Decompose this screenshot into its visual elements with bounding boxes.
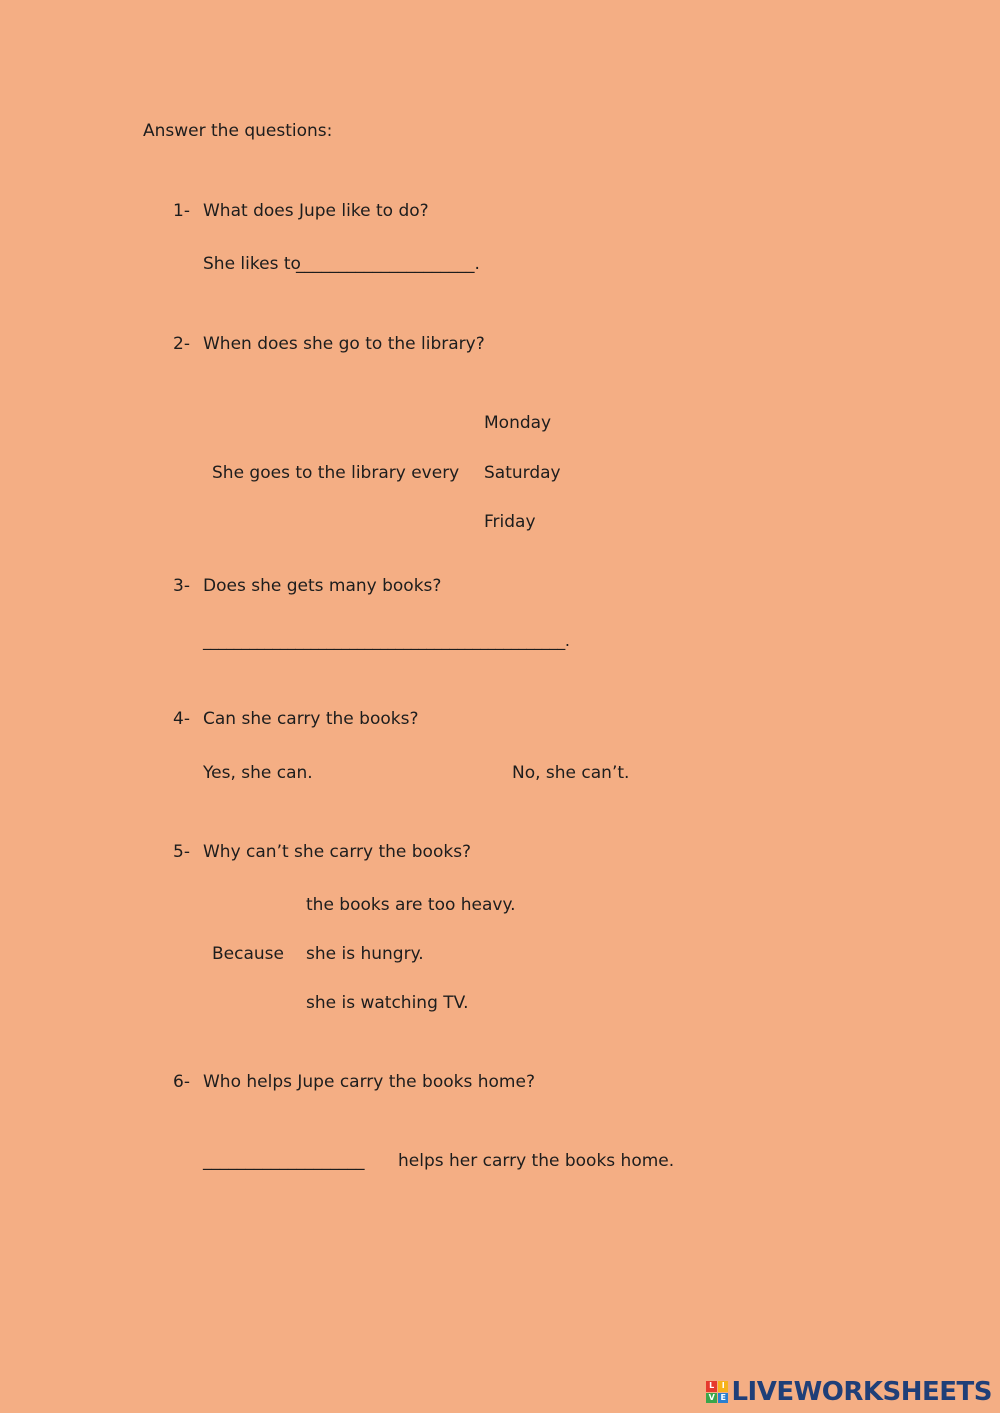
option-saturday[interactable]: Saturday	[484, 463, 561, 483]
option-friday[interactable]: Friday	[484, 512, 536, 532]
question-6-text: Who helps Jupe carry the books home?	[203, 1072, 535, 1092]
answer-2-stem: She goes to the library every	[212, 463, 460, 483]
option-watching-tv[interactable]: she is watching TV.	[306, 993, 469, 1013]
question-5-text: Why can’t she carry the books?	[203, 842, 472, 862]
logo-letter: I	[718, 1381, 729, 1392]
logo-text: LIVEWORKSHEETS	[731, 1377, 992, 1407]
question-3-number: 3-	[173, 576, 190, 596]
logo-letter: V	[706, 1393, 717, 1404]
instruction: Answer the questions:	[143, 121, 333, 141]
question-3-text: Does she gets many books?	[203, 576, 442, 596]
option-monday[interactable]: Monday	[484, 413, 552, 433]
answer-1-blank[interactable]: _____________________.	[296, 254, 480, 274]
question-1-text: What does Jupe like to do?	[203, 201, 429, 221]
logo-letter: E	[718, 1393, 729, 1404]
answer-6-blank[interactable]: ___________________	[203, 1151, 365, 1171]
logo-mark-icon	[706, 1381, 728, 1403]
option-no-she-cant[interactable]: No, she can’t.	[512, 763, 630, 783]
question-1-number: 1-	[173, 201, 190, 221]
option-she-is-hungry[interactable]: she is hungry.	[306, 944, 424, 964]
option-yes-she-can[interactable]: Yes, she can.	[203, 763, 313, 783]
option-books-too-heavy[interactable]: the books are too heavy.	[306, 895, 516, 915]
question-4-number: 4-	[173, 709, 190, 729]
liveworksheets-logo	[706, 1377, 992, 1407]
answer-5-stem: Because	[212, 944, 284, 964]
question-6-number: 6-	[173, 1072, 190, 1092]
question-2-text: When does she go to the library?	[203, 334, 485, 354]
question-5-number: 5-	[173, 842, 190, 862]
logo-letter: L	[706, 1381, 717, 1392]
question-2-number: 2-	[173, 334, 190, 354]
answer-3-blank[interactable]: _______________________________________________.	[203, 631, 570, 650]
answer-6-suffix: helps her carry the books home.	[398, 1151, 675, 1171]
question-4-text: Can she carry the books?	[203, 709, 419, 729]
answer-1-prefix: She likes to	[203, 254, 301, 274]
